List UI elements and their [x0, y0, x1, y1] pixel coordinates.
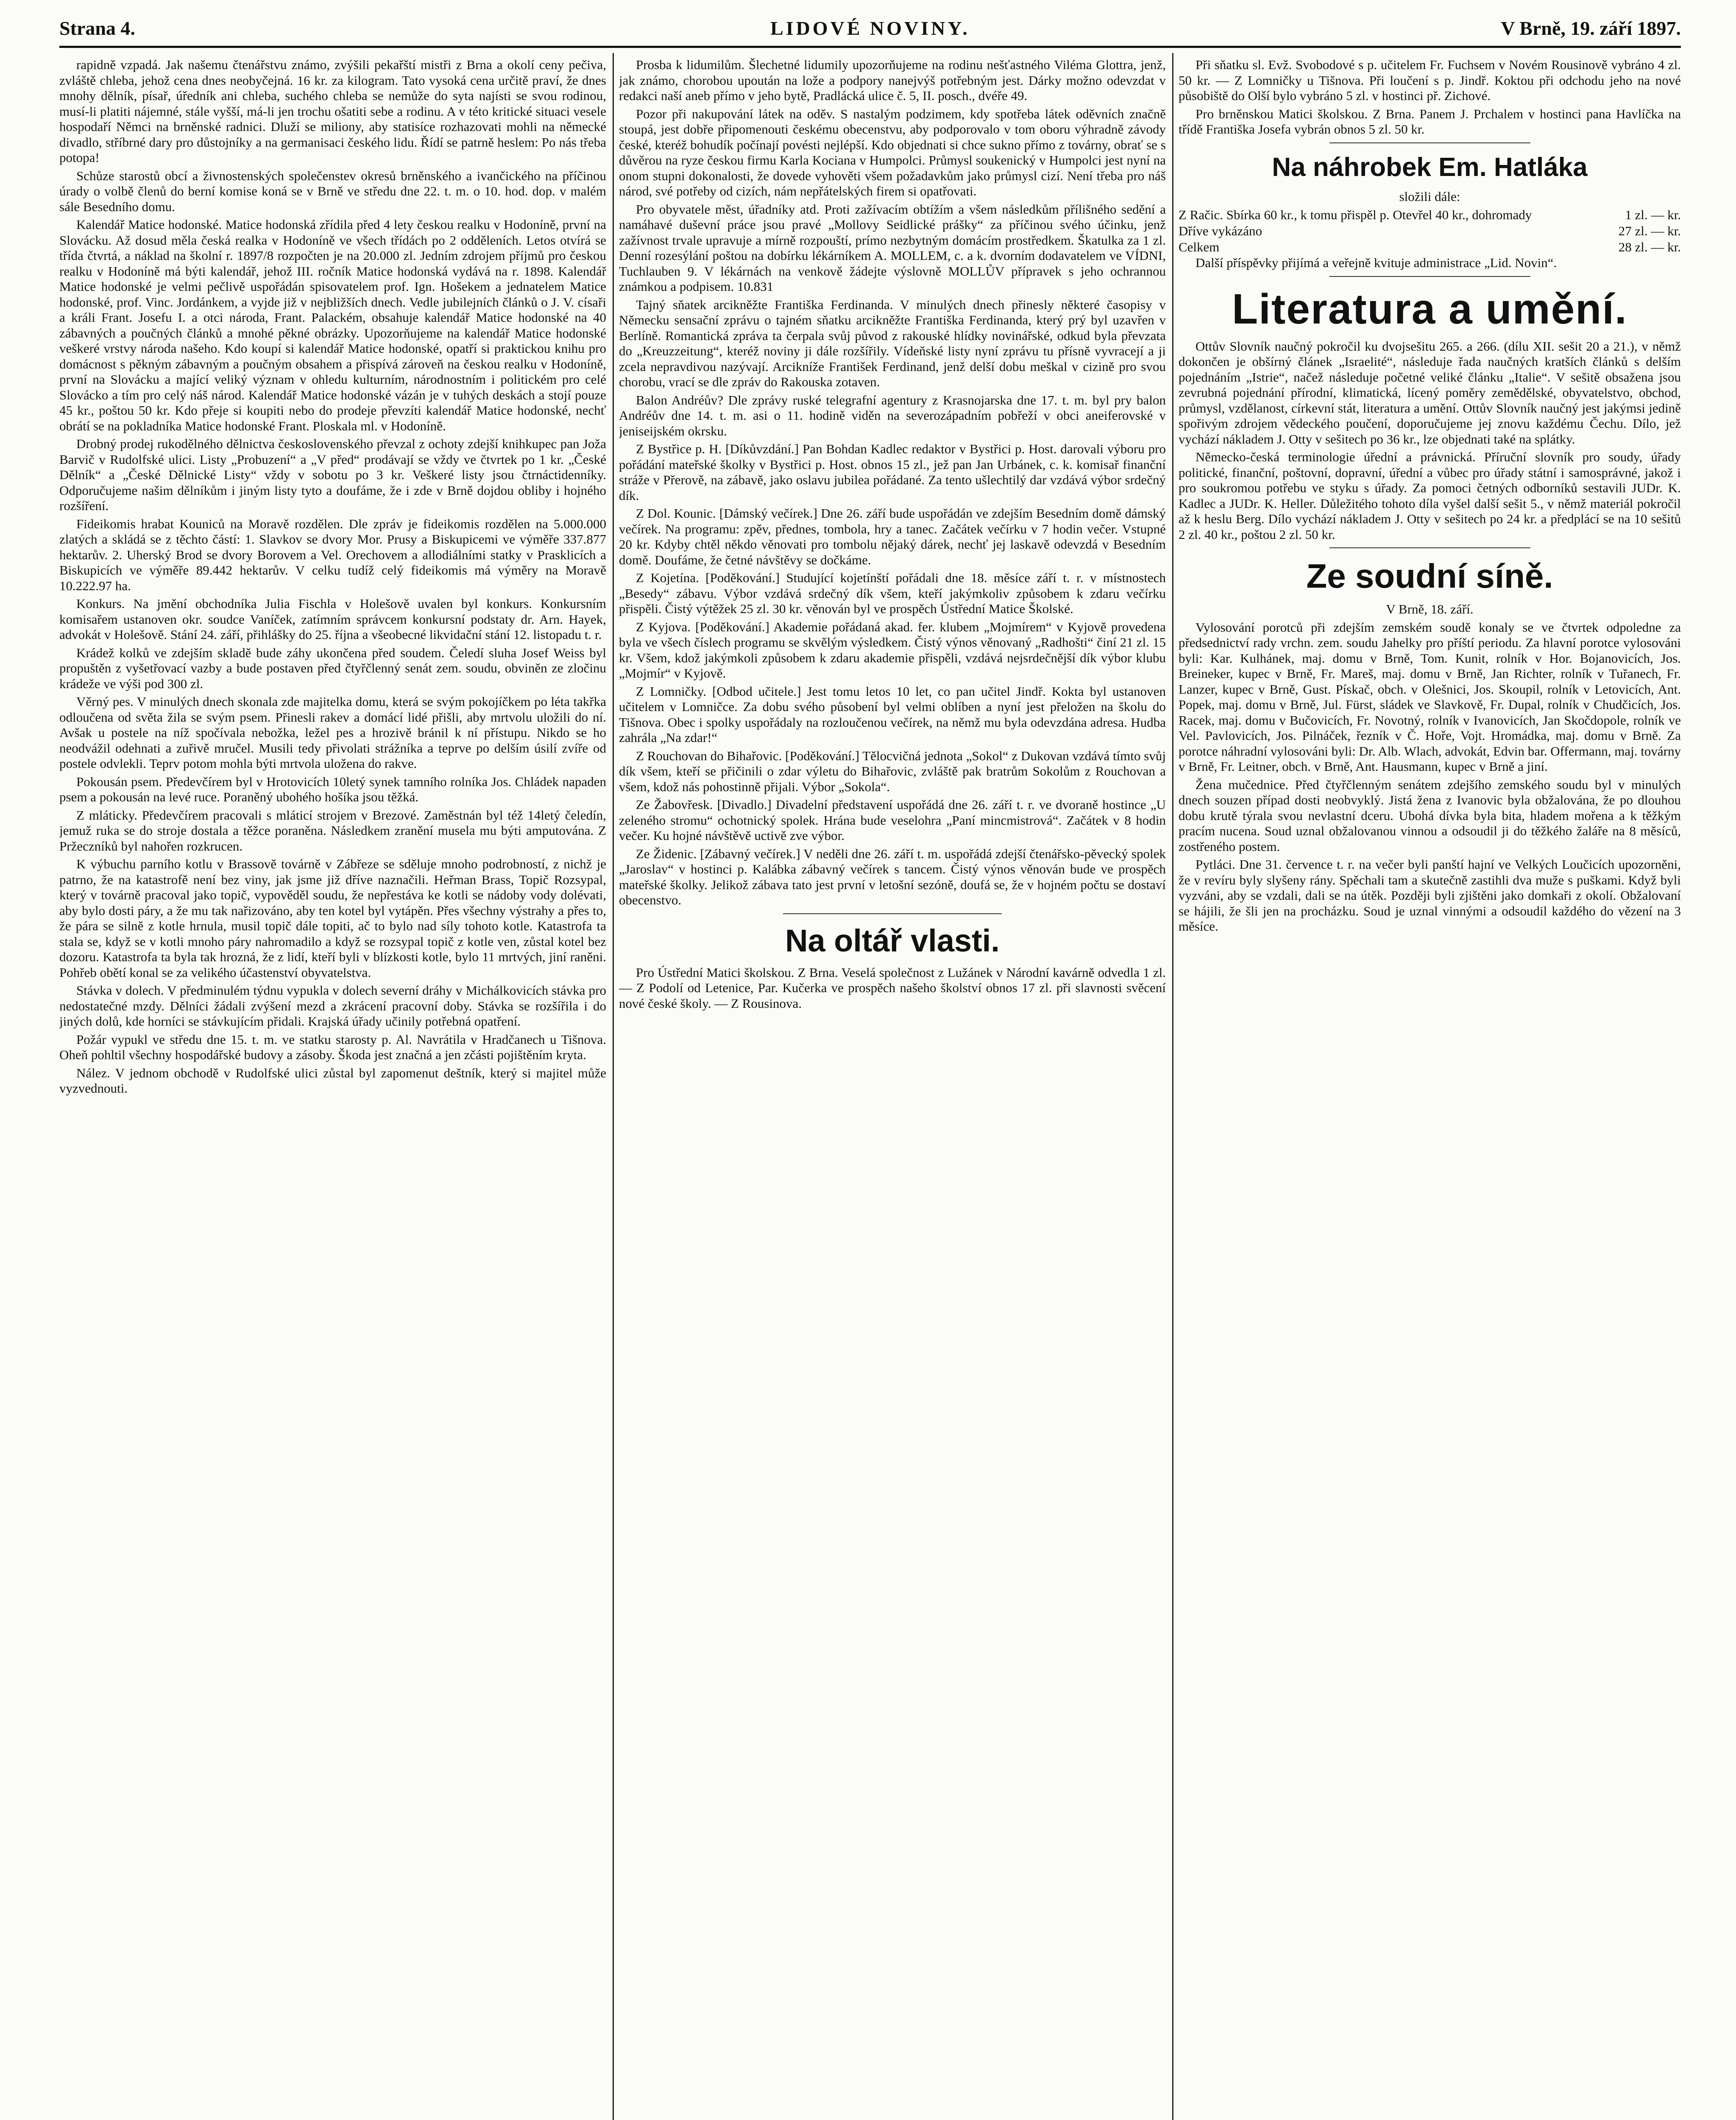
donation-label: Celkem: [1179, 240, 1220, 254]
column-divider: [1172, 53, 1173, 2120]
article: K výbuchu parního kotlu v Brassově továrně v Zábřeze se sděluje mnoho podrobností, z nichž je patrno, že na katastrofě není bez viny, jak jsme již dříve naznačili. Heřman Brass, Topič Rozsypal, který v továrně pracoval jako topič, vypověděl soudu, že nepřestáva ke kotli se nádoby vody dolévati, aby bylo dosti páry, a že mu tak nařizováno, aby ten kotel byl vytápěn. Přes všechny výstrahy a přes to, že pára se silně z kotle hrnula, musil topič dále topiti, ač to bylo nad síly tohoto kotle. Katastrofa ta stala se, když se v kotli mnoho páry nahromadilo a když se rozsypal topič z kotle ven, zůstal kotel bez dozoru. Katastrofa ta byla tak hrozná, že z lidí, kteří byli v blízkosti kotle, bylo 11 mrtvých, jiní raněni. Pohřeb obětí konal se za velikého účastenství obyvatelstva.: [59, 856, 606, 980]
section-heading-hatlak: Na náhrobek Em. Hatláka: [1272, 152, 1588, 182]
article: rapidně vzpadá. Jak našemu čtenářstvu známo, zvýšili pekařští mistři z Brna a okolí ceny pečiva, zvláště chleba, jehož cena dnes neobyčejná. 16 kr. za kilogram. Tato vysoká cena určitě praví, že dnes mnohy dělník, písař, úředník ani chleba, suchého chleba se nemůže do syta najísti se svou rodinou, musí-li platiti nájemné, stále vyšší, má-li jen trochu ošatiti sebe a rodinu. A v této kritické situaci vesele hospodaří Němci na brněnské radnici. Dluží se miliony, aby statisíce rozhazovati mohli na německé divadlo, stříbrné dary pro důstojníky a na germanisaci českého lidu. Řídí se patrně heslem: Po nás třeba potopa!: [59, 57, 606, 165]
issue-date: V Brně, 19. září 1897.: [1501, 17, 1681, 39]
page-number: Strana 4.: [59, 17, 135, 39]
donation-value: 28 zl. — kr.: [1618, 240, 1681, 254]
article: Ze Židenic. [Zábavný večírek.] V neděli dne 26. září t. m. uspořádá zdejší čtenářsko-pěvecký spolek „Jaroslav“ v hostinci p. Kalábka zábavný večírek s tancem. Čistý výnos věnován bude ve prospěch mateřské školky. Jelikož zábava tato jest první v letošní sezóně, doufá se, že v hojném počtu se dostaví obecenstvo.: [619, 846, 1166, 907]
section-separator: [783, 913, 1002, 914]
article: Pro Ústřední Matici školskou. Z Brna. Veselá společnost z Lužánek v Národní kavárně odvedla 1 zl. — Z Podolí od Letenice, Par. Kučerka ve prospěch našeho školství obnos 17 zl. při slavnosti svěcení nové české školy. — Z Rousinova.: [619, 965, 1166, 1011]
article: Fideikomis hrabat Kouniců na Moravě rozdělen. Dle zpráv je fideikomis rozdělen na 5.000.000 zlatých a skládá se z těchto částí: 1. Slavkov se dvory Mor. Prusy a Biskupicemi ve výměře 337.877 hektarův. 2. Uherský Brod se dvory Borovem a Vel. Orechovem a allodiálními statky v Prasklicích a Biskupicích ve výměře 89.442 hektarův. V celku tudíž celý fideikomis má výměry na Moravě 10.222.97 ha.: [59, 516, 606, 593]
section-heading-literatura: Literatura a umění.: [1232, 285, 1627, 333]
article: Ze Žabovřesk. [Divadlo.] Divadelní představení uspořádá dne 26. září t. r. ve dvoraně hostince „U zeleného stromu“ ochotnický spolek. Hrána bude veselohra „Paní mincmistrová“. Začátek v 8 hodin večer. Ku hojné návštěvě uctivě zve výbor.: [619, 797, 1166, 843]
donation-line: [1179, 239, 1681, 255]
article: Z Lomničky. [Odbod učitele.] Jest tomu letos 10 let, co pan učitel Jindř. Kokta byl ustanoven učitelem v Lomničce. Za dobu svého působení byl velmi oblíben a nyní jest přeložen na školu do Tišnova. Obec i spolky uspořádaly na rozloučenou večírek, na němž mu byla odevzdána adresa. Hudba zahrála „Na zdar!“: [619, 683, 1166, 745]
article: Z Bystřice p. H. [Díkůvzdání.] Pan Bohdan Kadlec redaktor v Bystřici p. Host. darovali výboru pro pořádání mateřské školky v Bystřici p. Host. obnos 15 zl., jež pan Jan Urbánek, c. k. komisař finanční stráže v Přerově, na zábavě, jako oslavu jubilea pořádané. Za tento ušlechtilý dar vzdává výbor srdečný dík.: [619, 441, 1166, 503]
dateline: V Brně, 18. září.: [1386, 602, 1474, 616]
hatlak-subheading: složili dále:: [1399, 189, 1460, 204]
column-2: [619, 57, 1166, 2120]
article: Žena mučednice. Před čtyřčlenným senátem zdejšího zemského soudu byl v minulých dnech souzen případ dosti neobvyklý. Jistá žena z Ivanovic byla obžalována, že po dlouhou dobu krutě týrala svou nevlastní dceru. Ubohá dívka byla bita, hladem mořena a k těžkým pracím nucena. Soud uznal obžalovanou vinnou a odsoudil ji do těžkého žaláře na 8 měsíců, zostřeného postem.: [1179, 777, 1681, 854]
article: Z Kyjova. [Poděkování.] Akademie pořádaná akad. fer. klubem „Mojmírem“ v Kyjově provedena byla ve všech číslech programu se skvělým výsledkem. Čistý výnos věnovaný „Radhošti“ činí 21 zl. 15 kr. Všem, kdož jakýmkoli způsobem k zdaru akademie přispěli, vzdává nejsrdečnější dík výbor klubu „Mojmír“ v Kyjově.: [619, 619, 1166, 681]
article: Tajný sňatek arcikněžte Františka Ferdinanda. V minulých dnech přinesly některé časopisy v Německu sensační zprávu o tajném sňatku arcikněžte Františka Ferdinanda, který prý byl uzavřen v Berlíně. Romantická zpráva ta čerpala svůj původ z rakouské hlídky novinářské, odkud byla převzata do „Kreuzzeitung“, kteréž noviny ji dále rozšířily. Vídeňské listy nyní zprávu tu přísně vyvracejí a ji zcela nepravdivou nazývají. Arcikníže František Ferdinand, jenž delší dobu meškal v cizině pro svou chorobu, vrací se dle zpráv do Rakouska zotaven.: [619, 297, 1166, 389]
article: Pokousán psem. Předevčírem byl v Hrotovicích 10letý synek tamního rolníka Jos. Chládek napaden psem a pokousán na levé ruce. Poraněný ubohého hošíka jsou těžká.: [59, 774, 606, 804]
article: Prosba k lidumilům. Šlechetné lidumily upozorňujeme na rodinu nešťastného Viléma Glottra, jenž, jak známo, chorobou upoután na lože a podpory nanejvýš potřebným jest. Dárky možno odevzdat v redakci naší aneb přímo v jeho bytě, Pradlácká ulice č. 5, II. posch., dvéře 49.: [619, 57, 1166, 103]
donation-note: Další příspěvky přijímá a veřejně kvituje administrace „Lid. Novin“.: [1195, 255, 1557, 270]
section-separator: [1329, 276, 1530, 277]
column-divider: [613, 53, 614, 2120]
article: Schůze starostů obcí a živnostenských společenstev okresů brněnského a ivančického na příčinou úrady o volbě členů do berní komise koná se v Brně ve středu dne 22. t. m. o 10. hod. dop. v malém sále Besedního domu.: [59, 168, 606, 214]
donation-label: Dříve vykázáno: [1179, 223, 1262, 238]
article: Balon Andréův? Dle zprávy ruské telegrafní agentury z Krasnojarska dne 17. t. m. byl pry balon Andréův dne 14. t. m. asi o 11. hodině viděn na severozápadním pobřeží v obci aneiferovské v jeniseijském okrsku.: [619, 392, 1166, 438]
section-heading-soudni-sin: Ze soudní síně.: [1306, 557, 1553, 595]
section-separator: [1329, 142, 1530, 143]
article: Německo-česká terminologie úřední a právnická. Příruční slovník pro soudy, úřady politické, finanční, poštovní, dopravní, úřední a vůbec pro úřady státní i samosprávné, jakož i pro soukromou potřebu ve styku s úřady. Za pomoci četných odborníků sestavili JUDr. K. Kadlec a JUDr. K. Heller. Důležitého tohoto díla vyšel další sešit 5., v němž materiál pokročil až k heslu Berg. Dílo vychází nákladem J. Otty v sešitech po 24 kr. a předplácí se na 10 sešitů 2 zl. 40 kr., poštou 2 zl. 50 kr.: [1179, 449, 1681, 542]
column-3: [1179, 57, 1681, 2120]
article: Pytláci. Dne 31. července t. r. na večer byli panští hajní ve Velkých Loučicích upozorněni, že v revíru byly slyšeny rány. Spěchali tam a skutečně zastihli dva muže s puškami. Když byli vyzváni, aby se vzdali, dali se na útěk. Později byli zjištěni jako domkaři z okolí. Obžalovaní se hájili, že šli jen na procházku. Soud je uznal vinnými a odsoudil každého do vězení na 3 měsíce.: [1179, 857, 1681, 934]
section-separator: [1329, 547, 1530, 548]
section-heading-na-oltar-vlasti: Na oltář vlasti.: [785, 923, 1000, 958]
article: Drobný prodej rukodělného dělnictva československého převzal z ochoty zdejší knihkupec pan Joža Barvič v Rudolfské ulici. Listy „Probuzení“ a „V před“ prodávají se vždy ve čtvrtek po 1 kr. „České Dělník“ a „České Dělnické Listy“ vždy v sobotu po 3 kr. Veškeré listy jsou čtrnáctidenníky. Odporučujeme našim dělníkům i jiným listy tyto a doufáme, že i zde v Brně dojdou obliby i hojného rozšíření.: [59, 436, 606, 513]
article: Kalendář Matice hodonské. Matice hodonská zřídila před 4 lety českou realku v Hodoníně, první na Slovácku. Až dosud měla česká realka v Hodoníně ve všech třídách po 2 odděleních. Letos otvírá se třída čtvrtá, a náklad na školní r. 1897/8 rozpočten je na 20.000 zl. Jedním zdrojem příjmů pro českou realku v Hodoníně má býti kalendář, jehož III. ročník Matice hodonská vydává na r. 1898. Kalendář Matice hodonské je velmi pečlivě uspořádán spisovatelem prof. Ign. Hošekem a jednatelem Matice hodonské, prof. Vinc. Jordánkem, a vyjde již v nejbližších dnech. Vedle jubilejních článků o J. V. císaři a králi Frant. Josefu I. a otci národa, Frant. Palackém, obsahuje kalendář Matice hodonské na 40 zábavných a poučných článků a mnohé pěkné obrázky. Upozorňujeme na kalendář Matice hodonské veškeré vrstvy národa našeho. Kdo koupí si kalendář Matice hodonské, opatří si praktickou knihu pro domácnost s pěkným zábavným a poučným obsahem a přispívá zároveň na českou realku v Hodoníně, první na Slovácku a mající veliký význam v ohledu kulturním, národnostním i politickém pro celé Slovácko a tím pro celý náš národ. Kalendář Matice hodonské vázán je v tuhých deskách a stojí pouze 45 kr., poštou 50 kr. Kdo přeje si koupiti nebo do prodeje převzíti kalendář Matice hodonské, nechť obrátí se na pokladníka Matice hodonské Frant. Ploskala ml. v Hodoníně.: [59, 217, 606, 433]
donation-value: 1 zl. — kr.: [1625, 207, 1681, 222]
article: Nález. V jednom obchodě v Rudolfské ulici zůstal byl zapomenut deštník, který si majitel může vyzvednouti.: [59, 1065, 606, 1096]
article: Konkurs. Na jmění obchodníka Julia Fischla v Holešově uvalen byl konkurs. Konkursním komisařem ustanoven okr. soudce Vaníček, zatímním správcem konkursní podstaty dr. Arn. Hayek, advokát v Holešově. Stání 24. září, přihlášky do 25. října a všeobecné likvidační stání 12. listopadu t. r.: [59, 596, 606, 642]
article: Požár vypukl ve středu dne 15. t. m. ve statku starosty p. Al. Navrátila v Hradčanech u Tišnova. Oheň pohltil všechny hospodářské budovy a zásoby. Škoda jest značná a jen zčásti pojištěním kryta.: [59, 1032, 606, 1062]
article: Krádež kolků ve zdejším skladě bude záhy ukončena před soudem. Čeledí sluha Josef Weiss byl propuštěn z vyšetřovací vazby a bude postaven před čtyřčlenný senát zem. soudu, obviněn ze zločinu krádeže ve výši pod 300 zl.: [59, 645, 606, 691]
donation-list: [1179, 207, 1681, 255]
article: Vylosování porotců při zdejším zemském soudě konaly se ve čtvrtek odpoledne za předsednictví rady vrchn. zem. soudu Jahelky pro příští periodu. Za hlavní porotce vylosováni byli: Kar. Kulhánek, maj. domu v Brně, Tom. Kunit, rolník v Hor. Bojanovicích, Jos. Breineker, kupec v Brně, Fr. Mareš, maj. domu v Brně, Jan Richter, rolník v Tuřanech, Fr. Lanzer, kupec v Brně, Gust. Pískač, obch. v Olešnici, Jos. Skoupil, rolník v Letovicích, Ant. Popek, maj. domu v Brně, Jul. Fürst, sládek ve Slavkově, Fr. Dupal, rolník v Chudčicích, Jos. Racek, maj. domu v Bučovicích, Fr. Novotný, rolník v Ivanovicích, Jan Skočdopole, rolník ve Vel. Pavlovicích, Jos. Pilnáček, řezník v Č. Hoře, Vojt. Hromádka, maj. domu v Brně. Za porotce náhradní vylosováni byli: Dr. Alb. Wlach, advokát, Edvin bar. Offermann, maj. továrny v Brně, Fr. Leitner, obch. v Brně, Ant. Hausmann, kupec v Brně a jiní.: [1179, 619, 1681, 774]
donation-label: Z Račic. Sbírka 60 kr., k tomu přispěl p. Otevřel 40 kr., dohromady: [1179, 207, 1532, 222]
article: Při sňatku sl. Evž. Svobodové s p. učitelem Fr. Fuchsem v Novém Rousinově vybráno 4 zl. 50 kr. — Z Lomničky u Tišnova. Při loučení s p. Jindř. Koktou při odchodu jeho na nové působiště do Olší bylo vybráno 5 zl. v hostinci př. Zichové.: [1179, 57, 1681, 103]
article: Stávka v dolech. V předminulém týdnu vypukla v dolech severní dráhy v Michálkovicích stávka pro nedostatečné mzdy. Dělníci žádali zvýšení mezd a zkrácení pracovní doby. Stávka se rozšířila i do jiných dolů, kde horníci se stávkujícím přidali. Krajská úřady učinily potřebná opatření.: [59, 983, 606, 1029]
column-1: [59, 57, 606, 2120]
article: Ottův Slovník naučný pokročil ku dvojsešitu 265. a 266. (dílu XII. sešit 20 a 21.), v němž dokončen je obšírný článek „Israelité“, následuje řada naučných kratších článků s delším pojednáním „Istrie“, načež následuje početné veliké článku „Italie“. V sešitě obsažena jsou zevrubná pojednání přírodní, klimatická, lícený poměry zemědělské, obyvatelstvo, obchod, průmysl, vzdělanost, církevní stát, literatura a umění. Ottův Slovník naučný jest jakýmsi jedině spořivým zdrojem vědeckého poučení, doporučujeme jej znovu každému Čechu. Dílo, jež vychází nákladem J. Otty v sešitech po 36 kr., lze objednati také na splátky.: [1179, 338, 1681, 446]
article: Pro brněnskou Matici školskou. Z Brna. Panem J. Prchalem v hostinci pana Havlíčka na třídě Františka Josefa vybrán obnos 5 zl. 50 kr.: [1179, 106, 1681, 137]
article: Věrný pes. V minulých dnech skonala zde majitelka domu, která se svým pokojíčkem po léta takřka odloučena od světa žila se svým psem. Přinesli rakev a domácí lidé přišli, aby mrtvolu uložili do ní. Avšak u postele na níž spočívala nebožka, ležel pes a hrozivě bránil k ní přístupu. Nikdo se ho neodvážil odehnati a zuřivě mručel. Musili tedy přivolati strážníka a teprve po delším úsilí zvíře od postele odvlekli. Teprv potom mohla býti mrtvola uložena do rakve.: [59, 694, 606, 771]
article: Z Kojetína. [Poděkování.] Studující kojetínští pořádali dne 18. měsíce září t. r. v místnostech „Besedy“ zábavu. Výbor vzdává srdečný dík všem, kteří jakýmkoliv způsobem k zdaru večírku přispěli. Čistý výtěžek 25 zl. 30 kr. věnován byl ve prospěch Ústřední Matice Školské.: [619, 570, 1166, 616]
donation-value: 27 zl. — kr.: [1618, 223, 1681, 238]
article: Pro obyvatele měst, úřadníky atd. Proti zažívacím obtížím a všem následkům přílišného sedění a namáhavé duševní práce jsou pravé „Mollovy Seidlické prášky“ za příčinou svého účinku, jenž zažívnost trvale upravuje a mírně rozpouští, prímo nezbytným domácím prostředkem. Škatulka za 1 zl. Denní rozesýlání poštou na dobírku lékárníkem A. MOLLEM, c. a k. dvorním dodavatelem ve VÍDNI, Tuchlauben 9. V lékárnách na venkově žádejte výslovně MOLLŮV přípravek s jeho ochrannou známkou a podpisem. 10.831: [619, 201, 1166, 294]
article: Pozor při nakupování látek na oděv. S nastalým podzimem, kdy spotřeba látek oděvních značně stoupá, jest dobře připomenouti českému obecenstvu, aby podporovalo v tom oboru výhradně závody české, kteréž bohudík počínají povésti nejlépší. Kdo objednati si chce sukno přímo z továrny, obrať se s důvěrou na ryze českou firmu Karla Kociana v Humpolci. Průmysl soukenický v Humpolci jest nyní na onom stupni dokonalosti, že dovede vyhověti všem požadavkům jako průmysl cizí. Není třeba pro náš národ, své potřeby od cizích, nám nepřátelských firem si opatřovati.: [619, 106, 1166, 198]
header-rule: [59, 46, 1681, 48]
article: Z Dol. Kounic. [Dámský večírek.] Dne 26. září bude uspořádán ve zdejším Besedním domě dámský večírek. Na programu: zpěv, přednes, tombola, hry a tanec. Začátek večírku v 7 hodin večer. Vstupné 20 kr. Kdyby chtěl někdo věnovati pro tombolu nějaký dárek, nechť jej laskavě odevzdá v Besedním domě. Doufáme, že četné návštěvy se dočkáme.: [619, 506, 1166, 567]
article: Z mláticky. Předevčírem pracovali s mláticí strojem v Brezové. Zaměstnán byl též 14letý čeledín, jemuž ruka se do stroje dostala a těžce poraněna. Následkem zranění musela mu býti amputována. Z Pržeczníků byl nahořen rozkrucen.: [59, 807, 606, 854]
article: Z Rouchovan do Bihařovic. [Poděkování.] Tělocvičná jednota „Sokol“ z Dukovan vzdává tímto svůj dík všem, kteří se přičinili o zdar výletu do Bihařovic, zvláště pak bratrům Sokolům z Rouchovan a všem, kdož nás pohostinně přijali. Výbor „Sokola“.: [619, 748, 1166, 794]
donation-line: [1179, 223, 1681, 239]
page-header: [59, 17, 1681, 47]
newspaper-title: LIDOVÉ NOVINY.: [770, 17, 970, 39]
donation-line: [1179, 207, 1681, 223]
